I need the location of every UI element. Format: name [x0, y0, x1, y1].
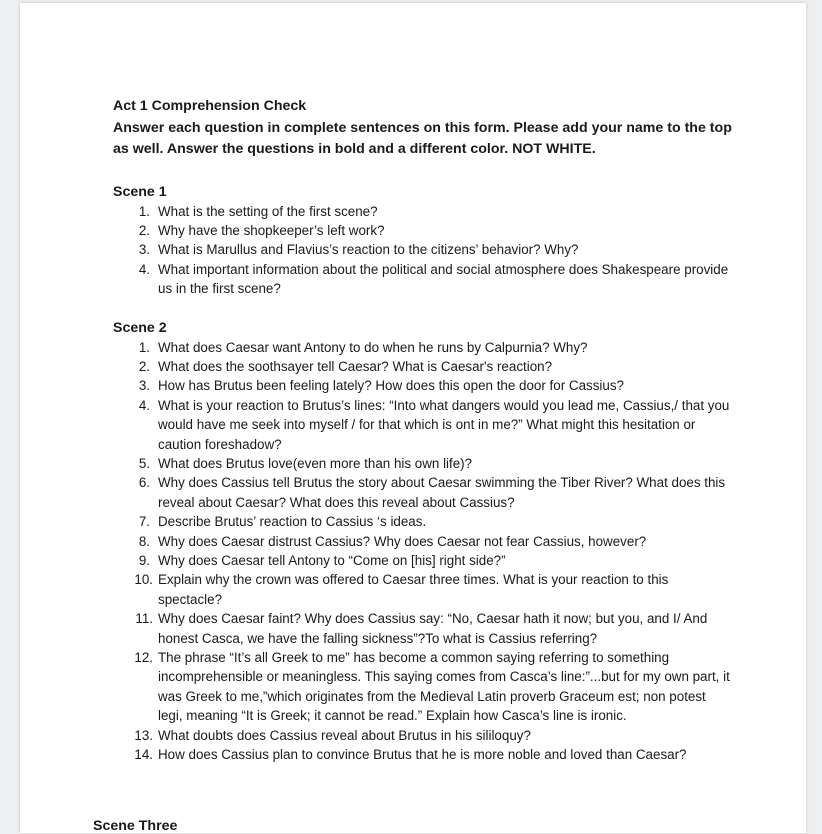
document-title: Act 1 Comprehension Check	[113, 98, 307, 114]
question-item	[113, 338, 733, 357]
question-number: 2.	[138, 222, 150, 238]
question-text: Why does Cassius tell Brutus the story about Caesar swimming the Tiber River? What does this reveal about Caesar? What does this reveal about Cassius?	[158, 475, 726, 510]
instructions: Answer each question in complete sentences on this form. Please add your name to the top as well. Answer the questions in bold and a different color. NOT WHITE.	[113, 119, 732, 157]
question-text: What does Brutus love(even more than his own life)?	[158, 455, 473, 471]
question-text: What does Caesar want Antony to do when he runs by Calpurnia? Why?	[158, 339, 588, 355]
question-text: How does Cassius plan to convince Brutus that he is more noble and loved than Caesar?	[158, 747, 687, 763]
document-content	[113, 96, 733, 764]
question-item	[113, 512, 733, 531]
question-item	[113, 202, 733, 221]
question-item	[113, 260, 733, 299]
question-item	[113, 532, 733, 551]
question-item	[113, 473, 733, 512]
question-text: Why does Caesar faint? Why does Cassius say: “No, Caesar hath it now; but you, and I/ And honest Casca, we have the falling sickness”?To what is Cassius referring?	[158, 611, 708, 646]
question-item	[113, 357, 733, 376]
question-number: 7.	[138, 514, 150, 530]
question-number: 9.	[138, 553, 150, 568]
question-number: 11.	[135, 611, 153, 627]
question-item	[113, 570, 733, 609]
question-number: 1.	[138, 203, 150, 219]
document-page	[20, 3, 806, 833]
question-text: Why does Caesar distrust Cassius? Why does Caesar not fear Cassius, however?	[158, 533, 647, 549]
question-text: Describe Brutus’ reaction to Cassius ‘s ideas.	[158, 514, 427, 530]
question-number: 8.	[138, 533, 150, 549]
question-number: 13.	[134, 727, 153, 743]
scene-three-heading: Scene Three	[93, 818, 178, 834]
question-item	[113, 745, 733, 764]
question-item	[113, 221, 733, 240]
scene-heading: Scene 1	[113, 183, 167, 200]
question-text: What is Marullus and Flavius’s reaction to the citizens’ behavior? Why?	[158, 242, 579, 258]
question-number: 5.	[138, 455, 150, 471]
question-number: 14.	[134, 747, 153, 763]
scenes-container	[113, 183, 733, 765]
question-text: The phrase “It’s all Greek to me” has become a common saying referring to something incomprehensible or meaningless. This saying comes from Casca’s line:”...but for my own part, it was Greek to me,”which originates from the Medieval Latin proverb Graceum est; non potest legi, meaning “It is Greek; it cannot be read.” Explain how Casca’s line is ironic.	[158, 650, 730, 724]
question-number: 3.	[138, 378, 150, 394]
question-text: Why have the shopkeeper’s left work?	[158, 222, 385, 238]
question-item	[113, 648, 733, 726]
question-item	[113, 454, 733, 473]
question-number: 12.	[134, 650, 153, 666]
question-list	[113, 202, 733, 299]
question-item	[113, 609, 733, 648]
question-text: What is the setting of the first scene?	[158, 203, 378, 219]
question-item	[113, 726, 733, 745]
scene-heading: Scene 2	[113, 319, 167, 336]
question-item	[113, 240, 733, 259]
question-item	[113, 396, 733, 454]
question-number: 10.	[134, 572, 153, 588]
question-text: What does the soothsayer tell Caesar? What is Caesar's reaction?	[158, 358, 553, 374]
question-text: What is your reaction to Brutus’s lines: “Into what dangers would you lead me, Cassius,/ that you would have me seek into myself / for that which is ont in me?” What might this hesitation or caution foreshadow?	[158, 397, 730, 452]
question-text: How has Brutus been feeling lately? How does this open the door for Cassius?	[158, 378, 624, 394]
question-number: 4.	[138, 261, 150, 277]
question-item	[113, 376, 733, 395]
question-number: 2.	[138, 358, 150, 374]
question-item	[113, 551, 733, 570]
question-number: 3.	[138, 242, 150, 258]
question-text: What doubts does Cassius reveal about Brutus in his sililoquy?	[158, 727, 531, 743]
question-text: Explain why the crown was offered to Caesar three times. What is your reaction to this spectacle?	[158, 572, 669, 607]
question-number: 4.	[138, 397, 150, 413]
question-text: What important information about the political and social atmosphere does Shakespeare provide us in the first scene?	[158, 261, 729, 297]
question-number: 6.	[138, 475, 150, 491]
question-number: 1.	[138, 339, 150, 355]
question-text: Why does Caesar tell Antony to “Come on [his] right side?”	[158, 553, 506, 568]
question-list	[113, 338, 733, 765]
